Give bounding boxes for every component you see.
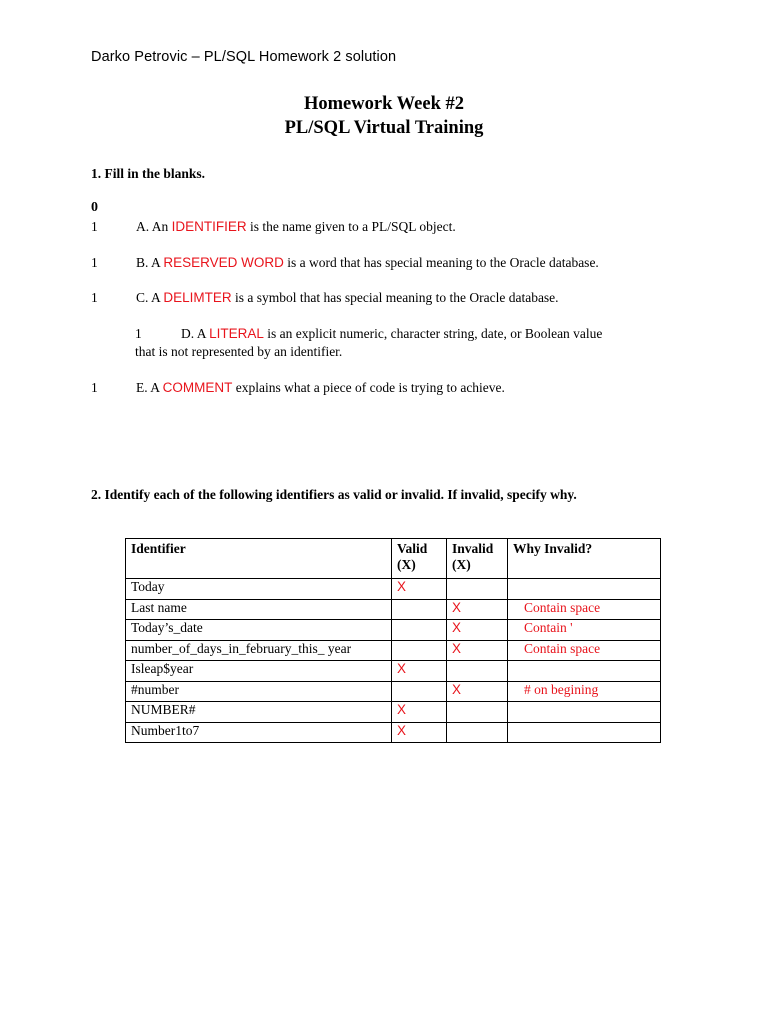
item-b-suffix: is a word that has special meaning to the Oracle database. <box>283 255 599 270</box>
item-a-prefix: A. An <box>136 219 172 234</box>
identifier-table <box>125 538 661 743</box>
question-2-heading: 2. Identify each of the following identifiers as valid or invalid. If invalid, specify why. <box>91 487 577 502</box>
why-invalid-cell: Contain ' <box>508 620 661 641</box>
item-a <box>136 219 456 235</box>
item-d-continuation: that is not represented by an identifier. <box>135 344 343 359</box>
valid-cell: X <box>392 722 447 743</box>
item-b-prefix: B. A <box>136 255 164 270</box>
item-e-score: 1 <box>91 380 98 395</box>
item-b-answer: RESERVED WORD <box>163 255 284 270</box>
why-invalid-cell: Contain space <box>508 640 661 661</box>
item-e-prefix: E. A <box>136 380 163 395</box>
identifier-cell: Last name <box>126 599 392 620</box>
identifier-cell: Number1to7 <box>126 722 392 743</box>
invalid-cell: X <box>447 599 508 620</box>
col-invalid: Invalid (X) <box>447 539 508 579</box>
item-d-answer: LITERAL <box>209 326 264 341</box>
item-d-prefix: D. A <box>181 326 210 341</box>
document-title: Homework Week #2 <box>304 94 464 114</box>
document-subtitle: PL/SQL Virtual Training <box>284 118 484 138</box>
identifier-cell: Today’s_date <box>126 620 392 641</box>
invalid-cell <box>447 661 508 682</box>
table-row <box>126 722 661 743</box>
item-e-answer: COMMENT <box>162 380 233 395</box>
table-row <box>126 681 661 702</box>
table-row <box>126 620 661 641</box>
identifier-cell: #number <box>126 681 392 702</box>
valid-cell <box>392 599 447 620</box>
item-c <box>136 290 559 306</box>
invalid-cell <box>447 702 508 723</box>
identifier-cell: number_of_days_in_february_this_ year <box>126 640 392 661</box>
why-invalid-cell <box>508 722 661 743</box>
table-row <box>126 661 661 682</box>
item-b-score: 1 <box>91 255 98 270</box>
item-d <box>181 326 602 342</box>
identifier-cell: Today <box>126 579 392 600</box>
valid-cell: X <box>392 702 447 723</box>
invalid-cell: X <box>447 640 508 661</box>
table-row <box>126 640 661 661</box>
table-row <box>126 579 661 600</box>
item-a-suffix: is the name given to a PL/SQL object. <box>246 219 456 234</box>
invalid-cell <box>447 579 508 600</box>
item-c-score: 1 <box>91 290 98 305</box>
identifier-cell: NUMBER# <box>126 702 392 723</box>
table-row <box>126 599 661 620</box>
identifier-cell: Isleap$year <box>126 661 392 682</box>
item-d-score: 1 <box>135 326 142 341</box>
why-invalid-cell <box>508 702 661 723</box>
valid-cell: X <box>392 579 447 600</box>
item-d-suffix: is an explicit numeric, character string, date, or Boolean value <box>263 326 603 341</box>
item-e-suffix: explains what a piece of code is trying to achieve. <box>232 380 505 395</box>
table-row <box>126 702 661 723</box>
invalid-cell: X <box>447 681 508 702</box>
valid-cell: X <box>392 661 447 682</box>
col-identifier: Identifier <box>126 539 392 579</box>
col-why-invalid: Why Invalid? <box>508 539 661 579</box>
why-invalid-cell <box>508 661 661 682</box>
why-invalid-cell <box>508 579 661 600</box>
valid-cell <box>392 640 447 661</box>
item-e <box>136 380 505 396</box>
col-valid: Valid (X) <box>392 539 447 579</box>
question-1-heading: 1. Fill in the blanks. <box>91 166 206 181</box>
item-c-prefix: C. A <box>136 290 164 305</box>
invalid-cell: X <box>447 620 508 641</box>
valid-cell <box>392 620 447 641</box>
valid-cell <box>392 681 447 702</box>
why-invalid-cell: # on begining <box>508 681 661 702</box>
invalid-cell <box>447 722 508 743</box>
item-a-score: 1 <box>91 219 98 234</box>
score-zero: 0 <box>91 200 98 215</box>
why-invalid-cell: Contain space <box>508 599 661 620</box>
item-c-answer: DELIMTER <box>163 290 232 305</box>
item-b <box>136 255 599 271</box>
table-header-row <box>126 539 661 579</box>
item-a-answer: IDENTIFIER <box>171 219 247 234</box>
document-header: Darko Petrovic – PL/SQL Homework 2 solution <box>91 49 397 65</box>
item-c-suffix: is a symbol that has special meaning to the Oracle database. <box>231 290 559 305</box>
